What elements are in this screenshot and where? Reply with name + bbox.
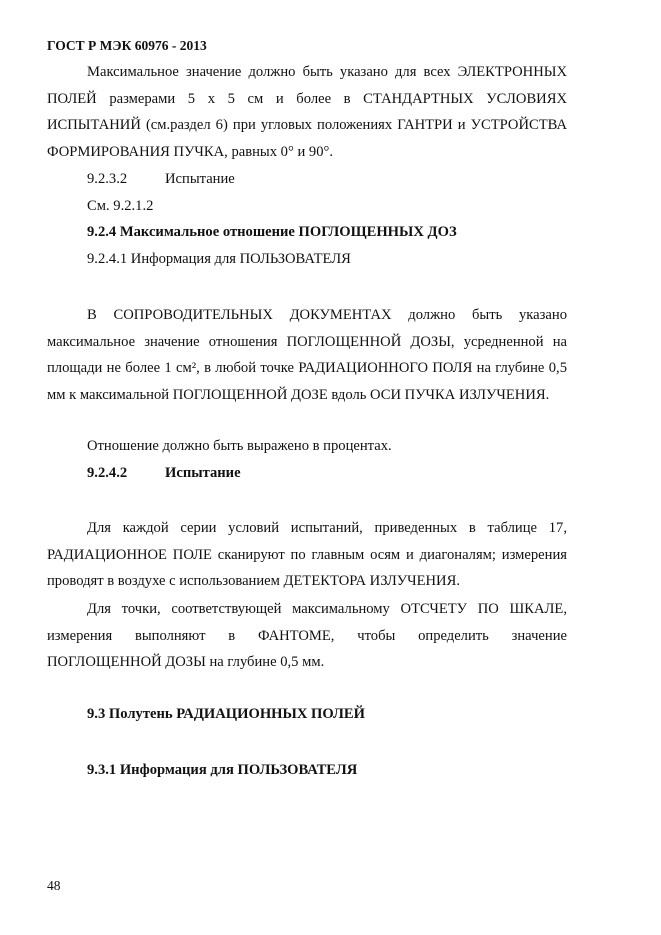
section-title-9-2-4-2: Испытание <box>165 465 241 481</box>
section-heading-9-3: 9.3 Полутень РАДИАЦИОННЫХ ПОЛЕЙ <box>87 706 365 722</box>
section-heading-9-2-4-1: 9.2.4.1 Информация для ПОЛЬЗОВАТЕЛЯ <box>87 251 351 267</box>
document-header: ГОСТ Р МЭК 60976 - 2013 <box>47 38 207 53</box>
section-heading-9-3-1: 9.3.1 Информация для ПОЛЬЗОВАТЕЛЯ <box>87 762 358 778</box>
reference-see: См. 9.2.1.2 <box>87 198 154 214</box>
paragraph-percent: Отношение должно быть выражено в процентах. <box>87 438 392 454</box>
page-number: 48 <box>47 878 61 893</box>
paragraph-phantom-measurement: Для точки, соответствующей максимальному ОТСЧЕТУ ПО ШКАЛЕ, измерения выполняют в ФАНТОМЕ, чтобы определить значение ПОГЛОЩЕННОЙ ДОЗЫ на глубине 0,5 мм. <box>47 601 567 670</box>
paragraph-max-value: Максимальное значение должно быть указано для всех ЭЛЕКТРОННЫХ ПОЛЕЙ размерами 5 х 5 см и более в СТАНДАРТНЫХ УСЛОВИЯХ ИСПЫТАНИЙ (см.раздел 6) при угловых положениях ГАНТРИ и УСТРОЙСТВА ФОРМИРОВАНИЯ ПУЧКА, равных 0° и 90°. <box>47 64 567 160</box>
paragraph-scan-conditions: Для каждой серии условий испытаний, приведенных в таблице 17, РАДИАЦИОННОЕ ПОЛЕ сканируют по главным осям и диагоналям; измерения проводят в воздухе с использованием ДЕТЕКТОРА ИЗЛУЧЕНИЯ. <box>47 520 567 589</box>
section-title-9-2-3-2: Испытание <box>165 171 235 187</box>
paragraph-accompanying-documents: В СОПРОВОДИТЕЛЬНЫХ ДОКУМЕНТАХ должно быть указано максимальное значение отношения ПОГЛОЩЕННОЙ ДОЗЫ, усредненной на площади не более 1 см², в любой точке РАДИАЦИОННОГО ПОЛЯ на глубине 0,5 мм к максимальной ПОГЛОЩЕННОЙ ДОЗЕ вдоль ОСИ ПУЧКА ИЗЛУЧЕНИЯ. <box>47 307 567 403</box>
section-number-9-2-3-2: 9.2.3.2 <box>87 171 128 187</box>
section-number-9-2-4-2: 9.2.4.2 <box>87 465 128 481</box>
section-heading-9-2-4: 9.2.4 Максимальное отношение ПОГЛОЩЕННЫХ ДОЗ <box>87 224 457 240</box>
